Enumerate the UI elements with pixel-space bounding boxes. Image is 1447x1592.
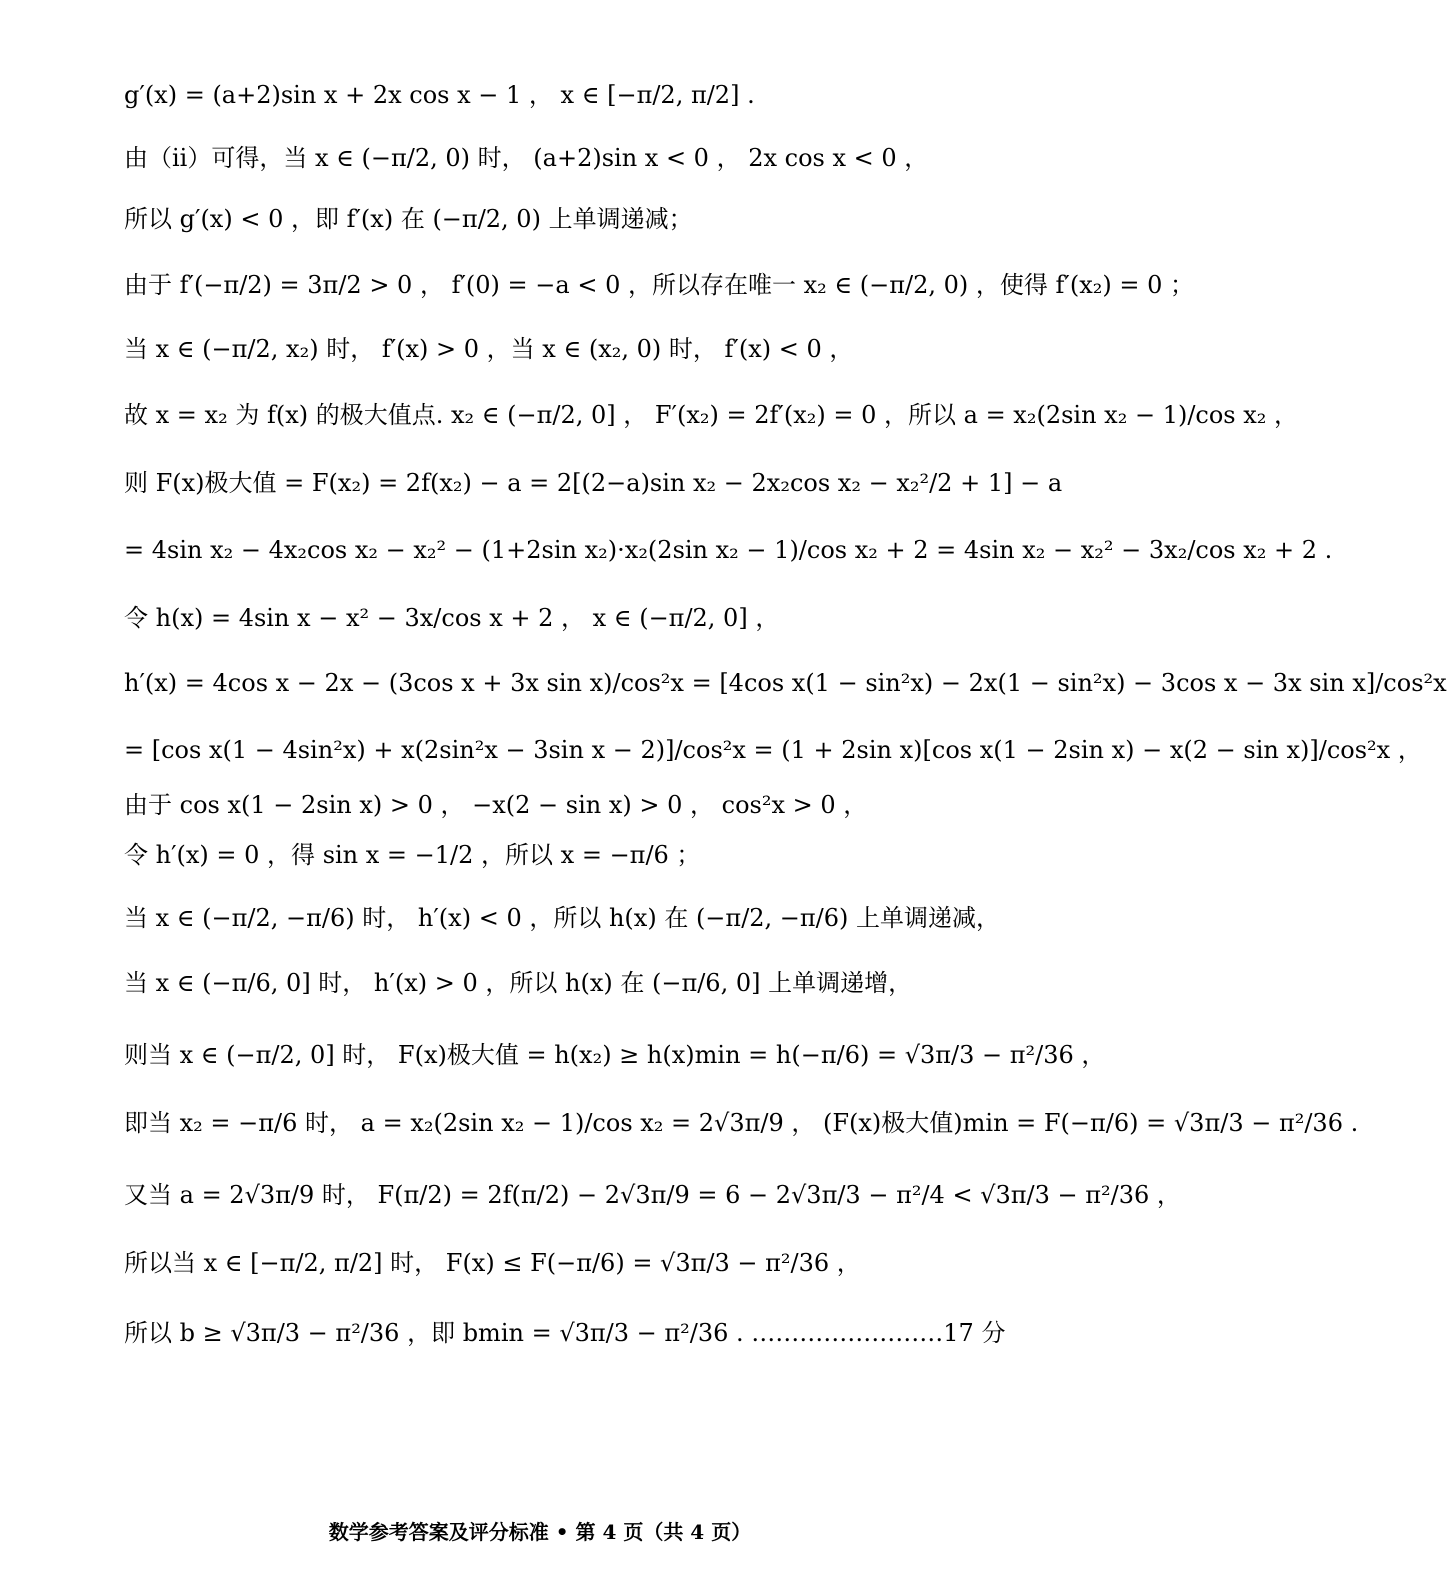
solution-line: = [cos x(1 − 4sin²x) + x(2sin²x − 3sin x − 2)]/cos²x = (1 + 2sin x)[cos x(1 − 2sin x) − x(2 − sin x)]/cos²x ，: [124, 736, 1422, 764]
solution-line: 当 x ∈ (−π/2, x₂) 时， f′(x) > 0 ，当 x ∈ (x₂, 0) 时， f′(x) < 0 ，: [124, 335, 854, 363]
solution-line: 当 x ∈ (−π/2, −π/6) 时， h′(x) < 0 ，所以 h(x) 在 (−π/2, −π/6) 上单调递减，: [124, 904, 1001, 932]
solution-line: = 4sin x₂ − 4x₂cos x₂ − x₂² − (1+2sin x₂)·x₂(2sin x₂ − 1)/cos x₂ + 2 = 4sin x₂ − x₂² − 3x₂/cos x₂ + 2 .: [124, 536, 1333, 564]
solution-line: 即当 x₂ = −π/6 时， a = x₂(2sin x₂ − 1)/cos x₂ = 2√3π/9 ， (F(x)极大值)min = F(−π/6) = √3π/3 − π²/36 .: [124, 1109, 1359, 1137]
solution-line: 所以当 x ∈ [−π/2, π/2] 时， F(x) ≤ F(−π/6) = √3π/3 − π²/36 ，: [124, 1249, 861, 1277]
solution-line: g′(x) = (a+2)sin x + 2x cos x − 1 ， x ∈ [−π/2, π/2] .: [124, 81, 755, 109]
solution-line: 当 x ∈ (−π/6, 0] 时， h′(x) > 0 ，所以 h(x) 在 (−π/6, 0] 上单调递增，: [124, 969, 913, 997]
solution-line: 所以 b ≥ √3π/3 − π²/36 ，即 bmin = √3π/3 − π²/36 . ……………………17 分: [124, 1319, 1006, 1347]
solution-line: 由（ii）可得，当 x ∈ (−π/2, 0) 时， (a+2)sin x < 0 ， 2x cos x < 0 ，: [124, 144, 929, 172]
solution-line: 所以 g′(x) < 0 ，即 f′(x) 在 (−π/2, 0) 上单调递减；: [124, 205, 693, 233]
solution-line: 又当 a = 2√3π/9 时， F(π/2) = 2f(π/2) − 2√3π/9 = 6 − 2√3π/3 − π²/4 < √3π/3 − π²/36 ，: [124, 1181, 1181, 1209]
solution-line: 则 F(x)极大值 = F(x₂) = 2f(x₂) − a = 2[(2−a)sin x₂ − 2x₂cos x₂ − x₂²/2 + 1] − a: [124, 469, 1063, 497]
solution-line: 令 h(x) = 4sin x − x² − 3x/cos x + 2 ， x ∈ (−π/2, 0] ，: [124, 604, 780, 632]
solution-line: h′(x) = 4cos x − 2x − (3cos x + 3x sin x)/cos²x = [4cos x(1 − sin²x) − 2x(1 − sin²x) − 3cos x − 3x sin x]/cos²x: [124, 669, 1447, 697]
page-footer: 数学参考答案及评分标准 • 第 4 页（共 4 页）: [328, 1520, 752, 1544]
solution-line: 故 x = x₂ 为 f(x) 的极大值点. x₂ ∈ (−π/2, 0] ， F′(x₂) = 2f′(x₂) = 0 ，所以 a = x₂(2sin x₂ − 1)/cos x₂ ，: [124, 401, 1299, 429]
solution-line: 由于 cos x(1 − 2sin x) > 0 ， −x(2 − sin x) > 0 ， cos²x > 0 ，: [124, 791, 868, 819]
solution-line: 则当 x ∈ (−π/2, 0] 时， F(x)极大值 = h(x₂) ≥ h(x)min = h(−π/6) = √3π/3 − π²/36 ，: [124, 1041, 1106, 1069]
solution-line: 由于 f′(−π/2) = 3π/2 > 0 ， f′(0) = −a < 0 ，所以存在唯一 x₂ ∈ (−π/2, 0) ，使得 f′(x₂) = 0 ；: [124, 271, 1195, 299]
solution-line: 令 h′(x) = 0 ，得 sin x = −1/2 ，所以 x = −π/6 ；: [124, 841, 701, 869]
